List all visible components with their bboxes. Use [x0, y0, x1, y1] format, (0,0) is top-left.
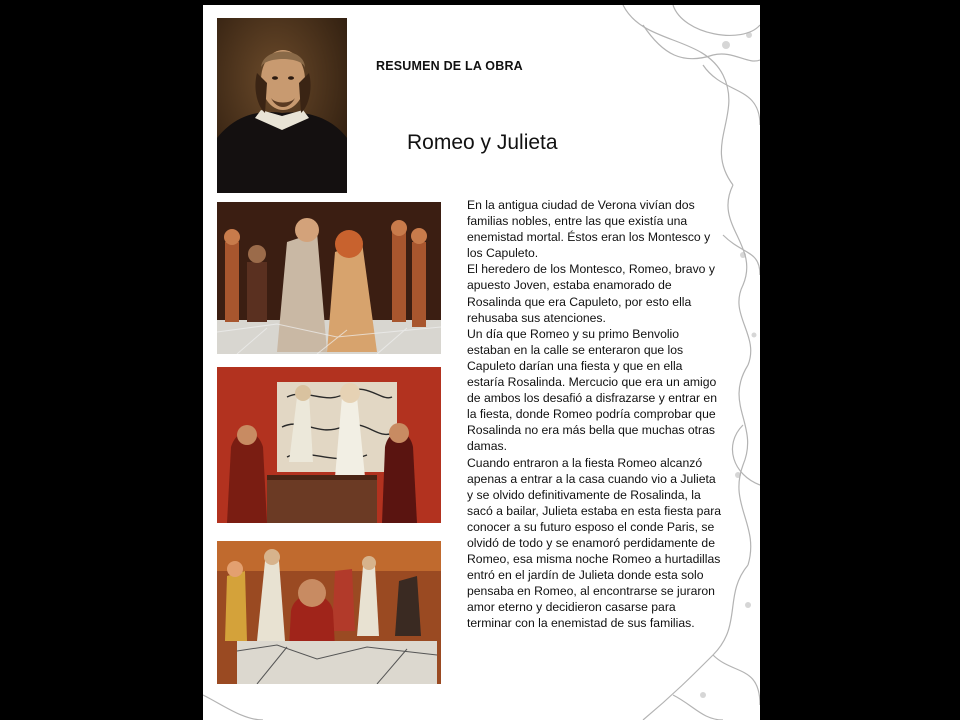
puppet-show-photo-1 — [217, 202, 441, 354]
puppet-show-photo-3 — [217, 541, 441, 684]
summary-paragraph-4: Cuando entraron a la fiesta Romeo alcanzó apenas a entrar a la casa cuando vio a Julieta y se olvido definitivamente de Rosalinda, la sacó a bailar, Julieta estaba en esta fiesta para conocer a su futuro esposo el conde Paris, se olvidó de todo y se enamoró perdidamente de Romeo, esa misma noche Romeo a hurtadillas entró en el jardín de Julieta donde esta solo pensaba en Romeo, al encontrarse se juraron amor eterno y decidieron casarse para terminar con la enemistad de sus familias. — [467, 455, 722, 631]
puppet-show-photo-2 — [217, 367, 441, 523]
summary-text — [467, 197, 723, 632]
slide-page — [203, 5, 760, 720]
summary-paragraph-1: En la antigua ciudad de Verona vivían dos familias nobles, entre las que existía una enemistad mortal. Éstos eran los Montesco y los Capuleto. — [467, 198, 711, 261]
summary-paragraph-2: El heredero de los Montesco, Romeo, bravo y apuesto Joven, estaba enamorado de Rosalinda que era Capuleto, por esto ella rehusaba sus atenciones. — [467, 262, 715, 325]
section-label: RESUMEN DE LA OBRA — [376, 59, 523, 73]
shakespeare-portrait — [217, 18, 347, 193]
page-title: Romeo y Julieta — [407, 131, 558, 154]
summary-paragraph-3: Un día que Romeo y su primo Benvolio estaban en la calle se enteraron que los Capuleto darían una fiesta y que en ella estaría Rosalinda. Mercucio que era un amigo de ambos los desafió a disfrazarse y entrar en la fiesta, donde Romeo podría comprobar que Rosalinda no era más bella que muchas otras damas. — [467, 326, 717, 454]
